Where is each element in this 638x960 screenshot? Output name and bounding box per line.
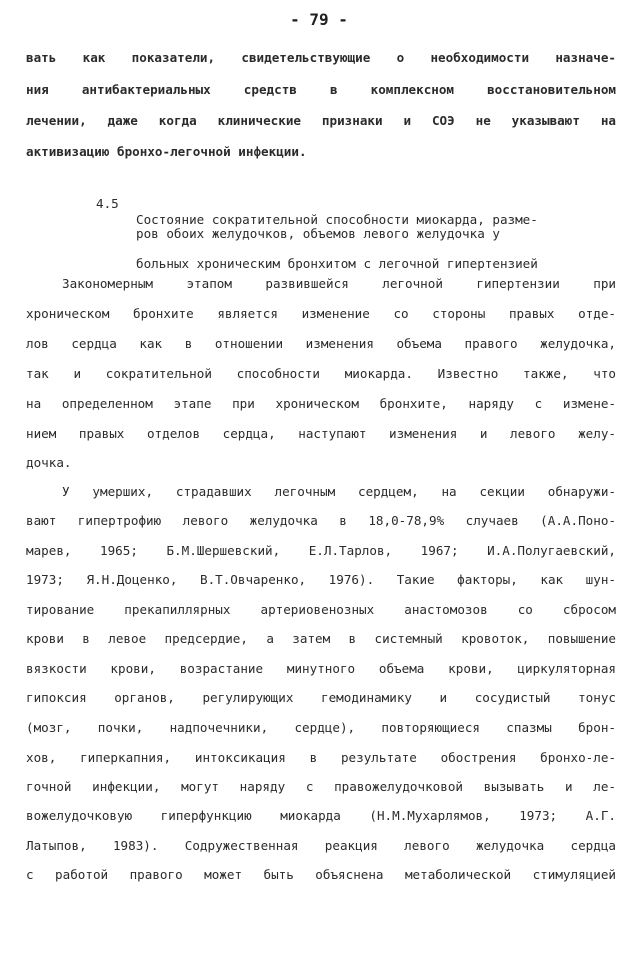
section-title-line: Состояние сократительной способности миокарда, разме-: [136, 212, 538, 227]
text-line: активизацию бронхо-легочной инфекции.: [26, 144, 307, 159]
page-number: - 79 -: [290, 10, 348, 29]
text-line: вязкости крови, возрастание минутного объема крови, циркуляторная: [26, 661, 616, 676]
text-line: Латыпов, 1983). Содружественная реакция левого желудочка сердца: [26, 838, 616, 853]
text-line: У умерших, страдавших легочным сердцем, на секции обнаружи-: [62, 484, 616, 499]
text-line: лечении, даже когда клинические признаки и СОЭ не указывают на: [26, 113, 616, 128]
text-line: гипоксия органов, регулирующих гемодинамику и сосудистый тонус: [26, 690, 616, 705]
text-line: так и сократительной способности миокарда. Известно также, что: [26, 366, 616, 381]
section-title-line: ров обоих желудочков, объемов левого желудочка у: [136, 226, 500, 241]
text-line: (мозг, почки, надпочечники, сердце), повторяющиеся спазмы брон-: [26, 720, 616, 735]
text-line: на определенном этапе при хроническом бронхите, наряду с измене-: [26, 396, 616, 411]
section-title-line: больных хроническим бронхитом с легочной гипертензией: [136, 256, 538, 271]
text-line: ния антибактериальных средств в комплексном восстановительном: [26, 82, 616, 97]
text-line: нием правых отделов сердца, наступают изменения и левого желу-: [26, 426, 616, 441]
text-line: хов, гиперкапния, интоксикация в результате обострения бронхо-ле-: [26, 750, 616, 765]
text-line: с работой правого может быть объяснена метаболической стимуляцией: [26, 867, 616, 882]
text-line: Закономерным этапом развившейся легочной гипертензии при: [62, 276, 616, 291]
text-line: тирование прекапиллярных артериовенозных анастомозов со сбросом: [26, 602, 616, 617]
text-line: вают гипертрофию левого желудочка в 18,0-78,9% случаев (А.А.Поно-: [26, 513, 616, 528]
text-line: гочной инфекции, могут наряду с правожелудочковой вызывать и ле-: [26, 779, 616, 794]
text-line: вать как показатели, свидетельствующие о необходимости назначе-: [26, 50, 616, 65]
text-line: крови в левое предсердие, а затем в системный кровоток, повышение: [26, 631, 616, 646]
text-line: хроническом бронхите является изменение со стороны правых отде-: [26, 306, 616, 321]
text-line: лов сердца как в отношении изменения объема правого желудочка,: [26, 336, 616, 351]
text-line: дочка.: [26, 455, 72, 470]
text-line: вожелудочковую гиперфункцию миокарда (Н.М.Мухарлямов, 1973; А.Г.: [26, 808, 616, 823]
text-line: 1973; Я.Н.Доценко, В.Т.Овчаренко, 1976). Такие факторы, как шун-: [26, 572, 616, 587]
section-number: 4.5: [96, 196, 119, 211]
text-line: марев, 1965; Б.М.Шершевский, Е.Л.Тарлов, 1967; И.А.Полугаевский,: [26, 543, 616, 558]
